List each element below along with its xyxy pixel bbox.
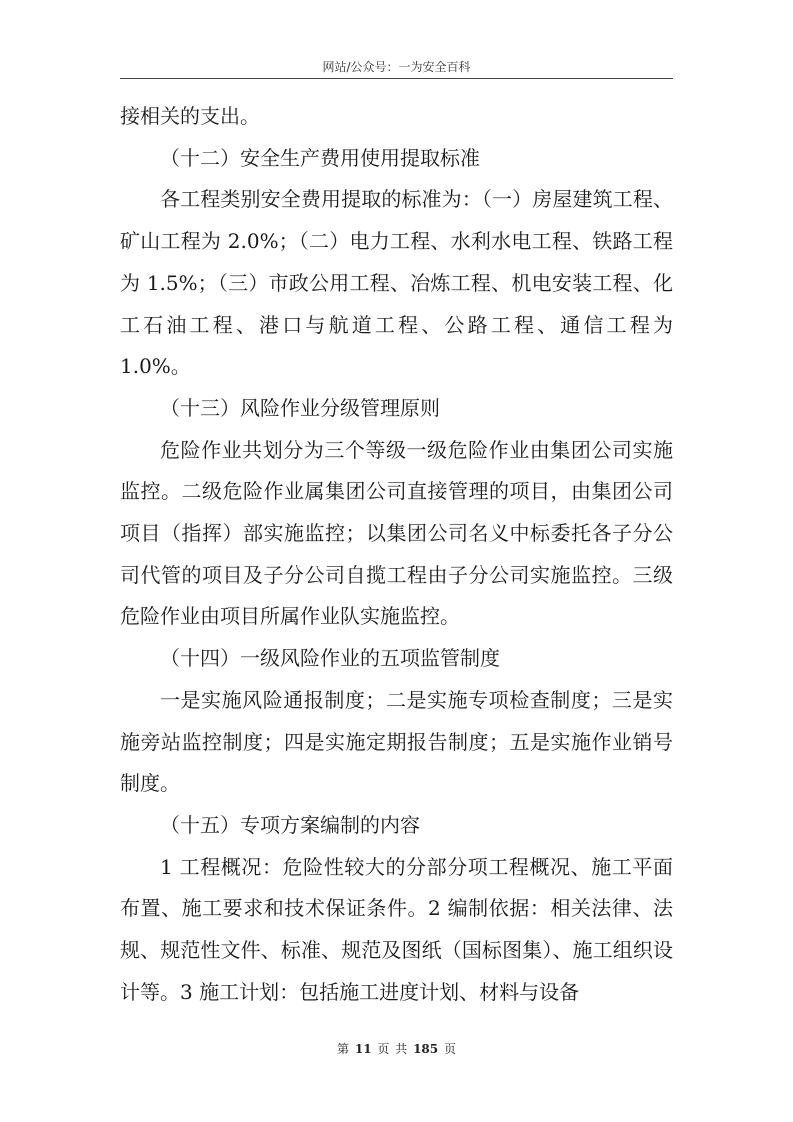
- paragraph-safety-fee-standard: 各工程类别安全费用提取的标准为：（一）房屋建筑工程、矿山工程为 2.0%；（二）电力工程、水利水电工程、铁路工程为 1.5%；（三）市政公用工程、冶炼工程、机电安装工程、化工石油工程、港口与航道工程、公路工程、通信工程为 1.0%。: [120, 187, 673, 379]
- footer-suffix: 页: [443, 1042, 456, 1056]
- page-header: 网站/公众号：一为安全百科: [322, 60, 471, 74]
- section-heading-14: （十四）一级风险作业的五项监管制度: [160, 646, 500, 671]
- footer-middle: 页 共: [377, 1042, 408, 1056]
- document-body: [120, 96, 673, 1013]
- page-footer: [0, 1040, 793, 1057]
- current-page-number: 11: [354, 1042, 372, 1056]
- paragraph-risk-levels: 危险作业共划分为三个等级一级危险作业由集团公司实施监控。二级危险作业属集团公司直接管理的项目，由集团公司项目（指挥）部实施监控；以集团公司名义中标委托各子分公司代管的项目及子分公司自揽工程由子分公司实施监控。三级危险作业由项目所属作业队实施监控。: [120, 437, 673, 629]
- paragraph-plan-contents: 1 工程概况：危险性较大的分部分项工程概况、施工平面布置、施工要求和技术保证条件。2 编制依据：相关法律、法规、规范性文件、标准、规范及图纸（国标图集）、施工组织设计等。3 施工计划：包括施工进度计划、材料与设备: [120, 854, 673, 1004]
- footer-prefix: 第: [337, 1042, 350, 1056]
- section-heading-13: （十三）风险作业分级管理原则: [160, 395, 440, 420]
- total-page-count: 185: [413, 1042, 439, 1056]
- paragraph-five-systems: 一是实施风险通报制度；二是实施专项检查制度；三是实施旁站监控制度；四是实施定期报告制度；五是实施作业销号制度。: [120, 687, 673, 796]
- header-divider: [120, 78, 673, 79]
- paragraph-continuation: 接相关的支出。: [120, 104, 260, 128]
- section-heading-15: （十五）专项方案编制的内容: [160, 812, 420, 837]
- section-heading-12: （十二）安全生产费用使用提取标准: [160, 145, 480, 170]
